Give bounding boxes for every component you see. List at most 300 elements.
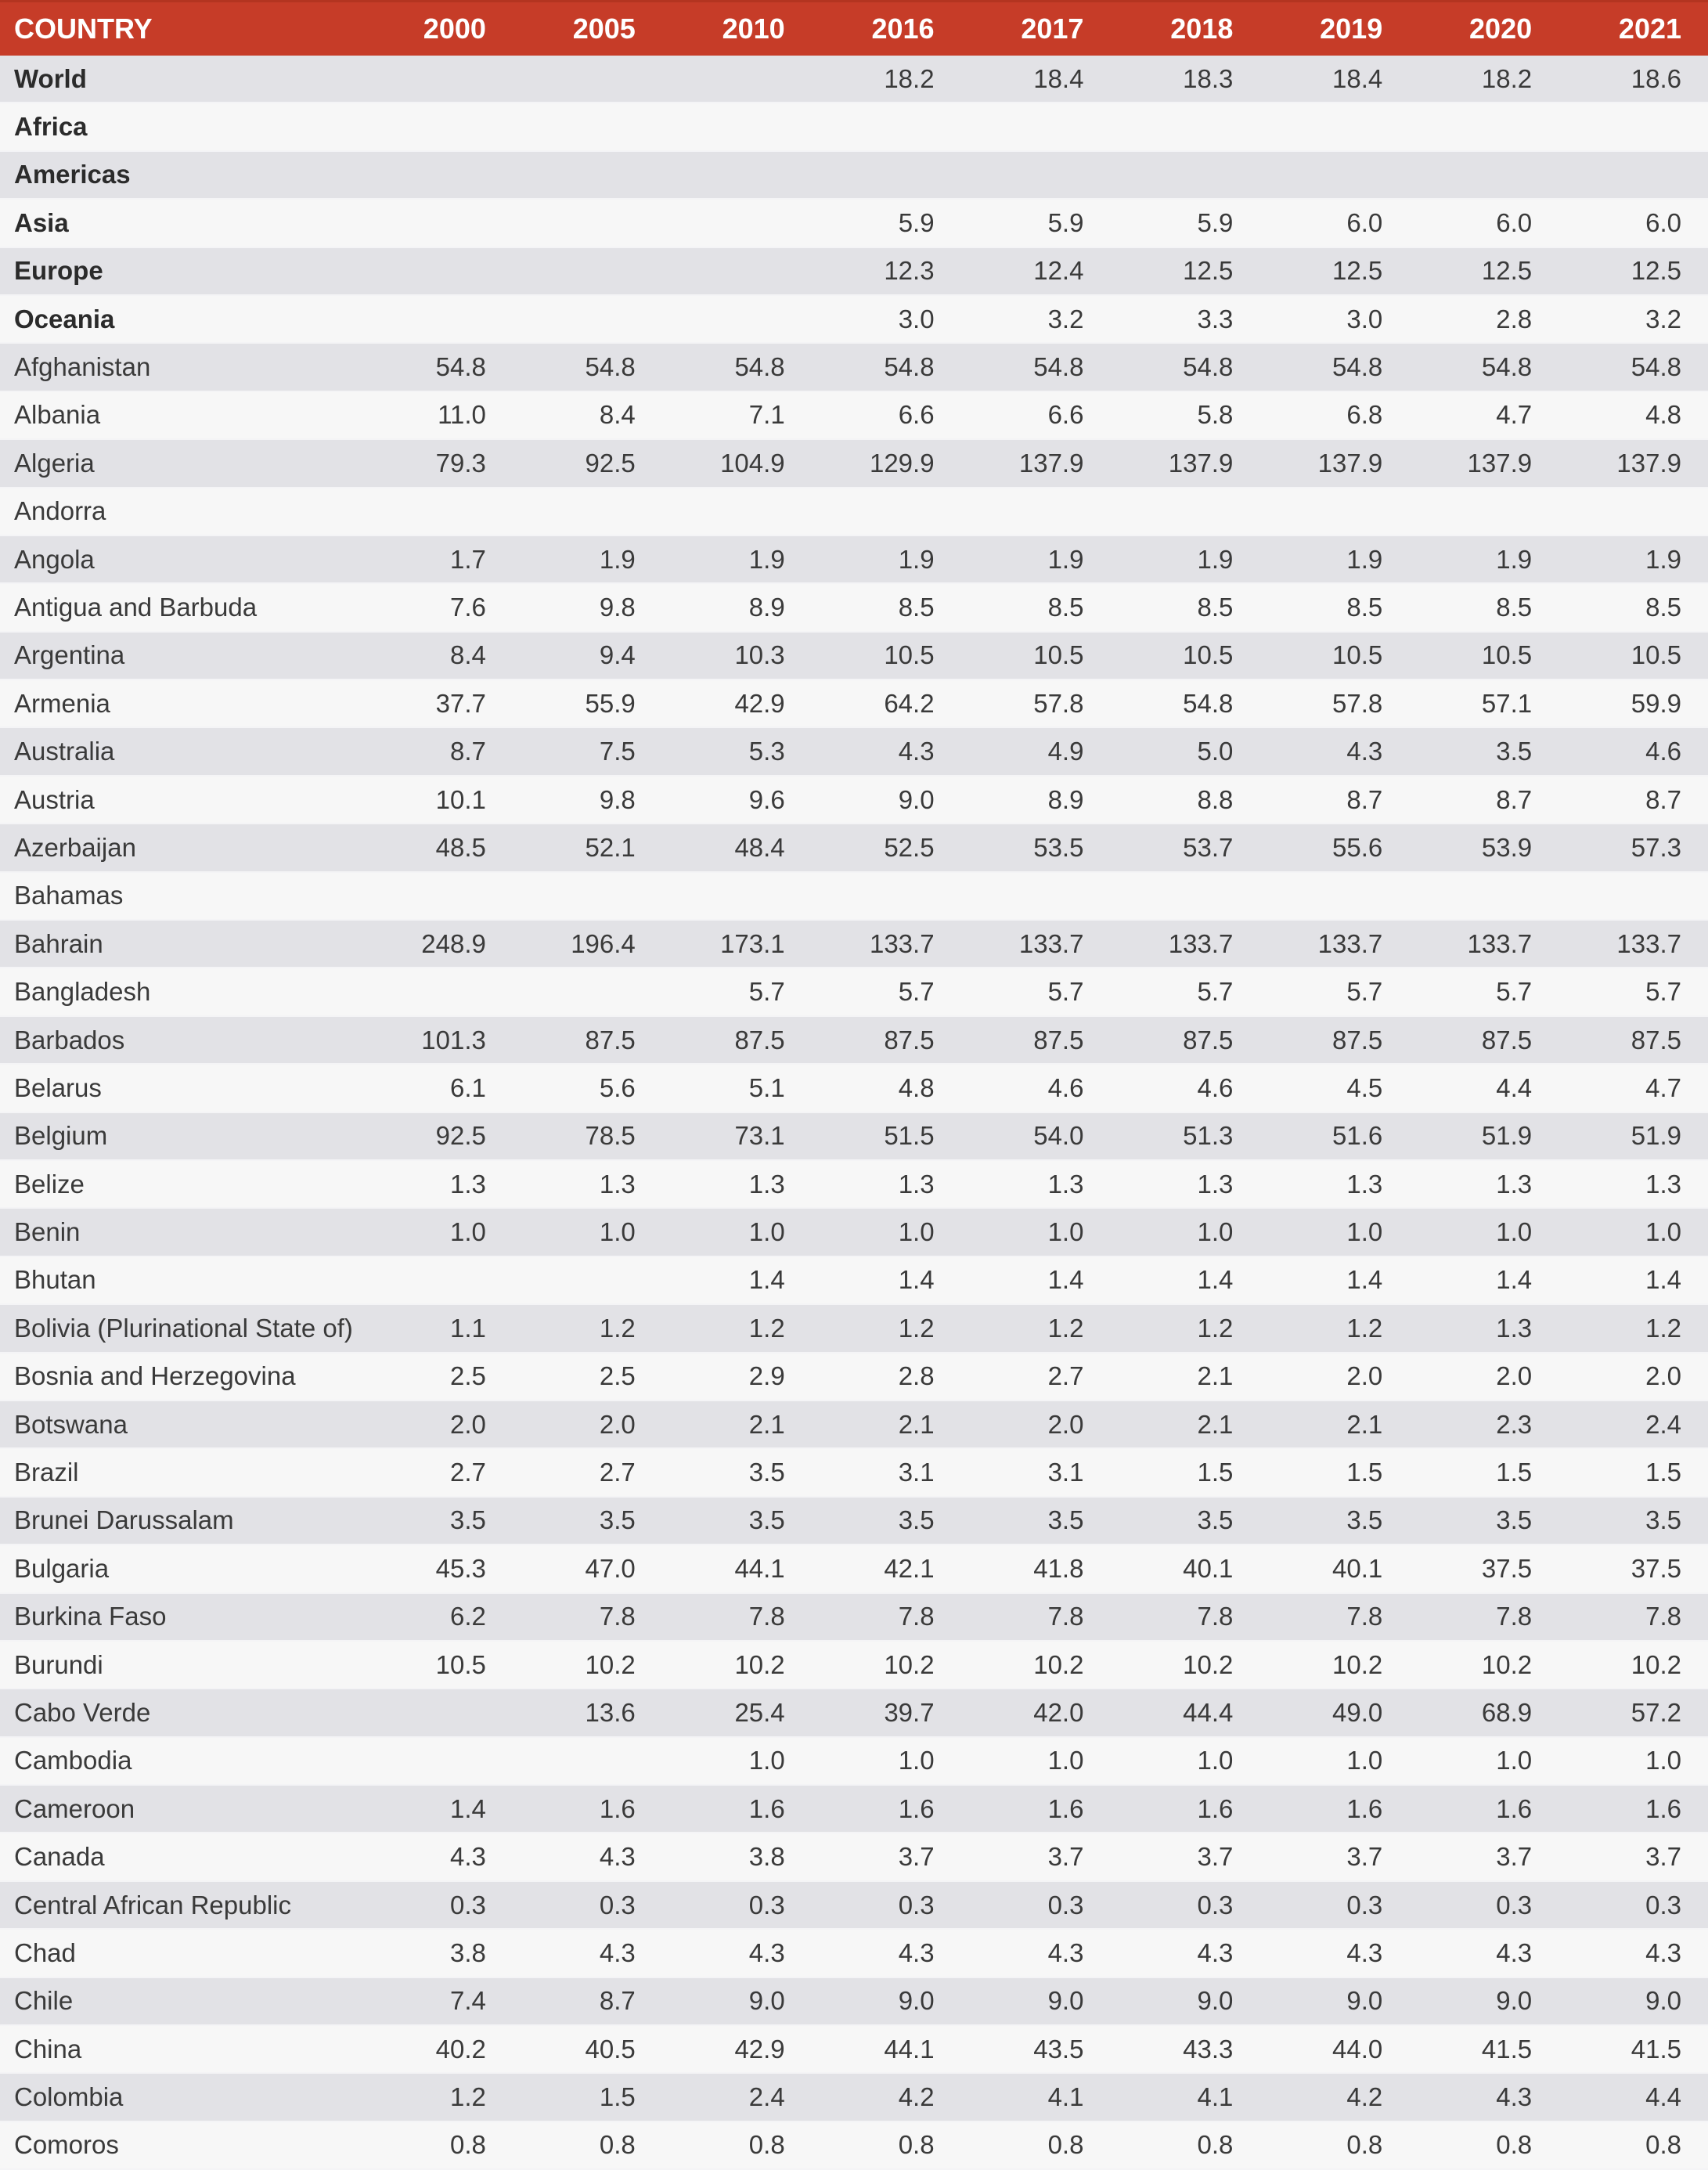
value-cell — [513, 872, 662, 920]
column-header-2021: 2021 — [1558, 2, 1708, 56]
value-cell: 2.0 — [1558, 1353, 1708, 1400]
value-cell: 3.5 — [363, 1497, 513, 1545]
value-cell: 40.5 — [513, 2025, 662, 2073]
value-cell — [1110, 103, 1259, 150]
value-cell — [363, 151, 513, 199]
country-name-cell: Benin — [0, 1208, 363, 1256]
value-cell: 7.6 — [363, 583, 513, 631]
value-cell: 87.5 — [513, 1016, 662, 1064]
value-cell: 0.3 — [662, 1881, 812, 1929]
value-cell: 2.1 — [1259, 1400, 1409, 1448]
value-cell: 12.5 — [1259, 247, 1409, 295]
value-cell: 9.4 — [513, 632, 662, 679]
value-cell: 4.8 — [812, 1064, 961, 1112]
value-cell: 7.8 — [662, 1593, 812, 1641]
table-row — [0, 1545, 1708, 1592]
value-cell: 8.9 — [961, 776, 1111, 824]
value-cell: 133.7 — [1110, 920, 1259, 968]
country-name-cell: China — [0, 2025, 363, 2073]
table-row — [0, 1256, 1708, 1304]
value-cell: 1.5 — [1558, 1448, 1708, 1496]
value-cell: 73.1 — [662, 1112, 812, 1160]
value-cell: 7.1 — [662, 391, 812, 439]
value-cell — [662, 56, 812, 103]
value-cell: 1.9 — [662, 535, 812, 583]
value-cell — [1110, 488, 1259, 535]
value-cell: 9.0 — [1110, 1977, 1259, 2025]
table-row — [0, 1689, 1708, 1736]
country-name-cell: Asia — [0, 199, 363, 247]
value-cell: 54.8 — [961, 343, 1111, 391]
value-cell: 8.7 — [1409, 776, 1558, 824]
value-cell: 8.4 — [363, 632, 513, 679]
value-cell: 4.3 — [1558, 1929, 1708, 1977]
value-cell: 39.7 — [812, 1689, 961, 1736]
value-cell — [662, 295, 812, 343]
value-cell: 54.8 — [1110, 679, 1259, 727]
value-cell: 10.5 — [1558, 632, 1708, 679]
value-cell: 54.8 — [1110, 343, 1259, 391]
table-row — [0, 1208, 1708, 1256]
value-cell: 4.6 — [961, 1064, 1111, 1112]
value-cell: 4.3 — [1409, 2073, 1558, 2121]
value-cell — [961, 872, 1111, 920]
value-cell: 3.5 — [1110, 1497, 1259, 1545]
value-cell: 1.6 — [961, 1785, 1111, 1833]
value-cell: 1.3 — [1110, 1160, 1259, 1208]
country-name-cell: Comoros — [0, 2121, 363, 2169]
value-cell: 9.0 — [812, 1977, 961, 2025]
value-cell — [363, 968, 513, 1015]
value-cell: 0.3 — [1409, 1881, 1558, 1929]
value-cell: 54.0 — [961, 1112, 1111, 1160]
value-cell: 6.0 — [1259, 199, 1409, 247]
country-name-cell: Antigua and Barbuda — [0, 583, 363, 631]
value-cell: 9.0 — [812, 776, 961, 824]
table-row — [0, 1737, 1708, 1785]
value-cell: 133.7 — [1409, 920, 1558, 968]
value-cell: 8.5 — [1110, 583, 1259, 631]
value-cell: 0.8 — [1409, 2121, 1558, 2169]
value-cell: 4.7 — [1409, 391, 1558, 439]
value-cell: 53.9 — [1409, 824, 1558, 871]
value-cell: 1.5 — [1259, 1448, 1409, 1496]
value-cell: 2.5 — [363, 1353, 513, 1400]
value-cell: 57.8 — [1259, 679, 1409, 727]
value-cell: 8.5 — [1409, 583, 1558, 631]
value-cell: 8.7 — [363, 727, 513, 775]
value-cell: 137.9 — [1558, 439, 1708, 487]
table-row — [0, 1593, 1708, 1641]
value-cell: 1.2 — [662, 1304, 812, 1352]
value-cell: 3.3 — [1110, 295, 1259, 343]
value-cell: 1.6 — [812, 1785, 961, 1833]
country-name-cell: Brunei Darussalam — [0, 1497, 363, 1545]
table-row — [0, 439, 1708, 487]
value-cell: 5.9 — [812, 199, 961, 247]
value-cell: 79.3 — [363, 439, 513, 487]
value-cell — [1259, 103, 1409, 150]
value-cell: 87.5 — [961, 1016, 1111, 1064]
value-cell: 2.7 — [961, 1353, 1111, 1400]
table-row — [0, 1448, 1708, 1496]
value-cell — [1110, 151, 1259, 199]
value-cell — [513, 199, 662, 247]
value-cell: 4.3 — [662, 1929, 812, 1977]
value-cell: 54.8 — [1259, 343, 1409, 391]
value-cell: 0.8 — [662, 2121, 812, 2169]
value-cell: 1.4 — [1259, 1256, 1409, 1304]
value-cell: 52.5 — [812, 824, 961, 871]
value-cell: 2.1 — [1110, 1400, 1259, 1448]
value-cell: 13.6 — [513, 1689, 662, 1736]
value-cell: 3.7 — [961, 1833, 1111, 1880]
value-cell: 137.9 — [1259, 439, 1409, 487]
value-cell: 53.5 — [961, 824, 1111, 871]
country-name-cell: Colombia — [0, 2073, 363, 2121]
value-cell: 1.9 — [1558, 535, 1708, 583]
table-row — [0, 1977, 1708, 2025]
country-name-cell: Bangladesh — [0, 968, 363, 1015]
value-cell: 18.2 — [812, 56, 961, 103]
table-row — [0, 2121, 1708, 2169]
value-cell: 4.4 — [1409, 1064, 1558, 1112]
value-cell: 5.7 — [812, 968, 961, 1015]
table-row — [0, 343, 1708, 391]
value-cell: 44.4 — [1110, 1689, 1259, 1736]
value-cell: 7.8 — [1558, 1593, 1708, 1641]
value-cell — [513, 295, 662, 343]
value-cell: 1.6 — [662, 1785, 812, 1833]
value-cell: 87.5 — [1409, 1016, 1558, 1064]
value-cell: 51.5 — [812, 1112, 961, 1160]
column-header-country: COUNTRY — [0, 2, 363, 56]
value-cell: 0.8 — [1259, 2121, 1409, 2169]
table-row — [0, 391, 1708, 439]
value-cell: 7.8 — [1110, 1593, 1259, 1641]
value-cell — [812, 872, 961, 920]
value-cell: 2.5 — [513, 1353, 662, 1400]
value-cell: 57.1 — [1409, 679, 1558, 727]
value-cell: 3.5 — [1409, 727, 1558, 775]
value-cell — [513, 488, 662, 535]
value-cell: 1.0 — [812, 1208, 961, 1256]
value-cell: 41.5 — [1558, 2025, 1708, 2073]
column-header-2019: 2019 — [1259, 2, 1409, 56]
value-cell — [662, 151, 812, 199]
value-cell: 1.3 — [1409, 1304, 1558, 1352]
value-cell: 9.0 — [961, 1977, 1111, 2025]
value-cell: 8.5 — [812, 583, 961, 631]
value-cell: 137.9 — [1110, 439, 1259, 487]
value-cell: 54.8 — [1409, 343, 1558, 391]
value-cell: 101.3 — [363, 1016, 513, 1064]
value-cell: 8.5 — [1558, 583, 1708, 631]
value-cell: 0.8 — [812, 2121, 961, 2169]
country-name-cell: Chile — [0, 1977, 363, 2025]
country-name-cell: World — [0, 56, 363, 103]
value-cell: 1.9 — [1259, 535, 1409, 583]
value-cell: 18.6 — [1558, 56, 1708, 103]
value-cell — [513, 1256, 662, 1304]
table-row — [0, 679, 1708, 727]
value-cell: 6.0 — [1409, 199, 1558, 247]
value-cell — [363, 295, 513, 343]
value-cell: 10.5 — [961, 632, 1111, 679]
value-cell: 196.4 — [513, 920, 662, 968]
value-cell: 10.2 — [1259, 1641, 1409, 1689]
value-cell: 1.3 — [812, 1160, 961, 1208]
value-cell: 1.2 — [1558, 1304, 1708, 1352]
value-cell: 1.4 — [1110, 1256, 1259, 1304]
table-row — [0, 2073, 1708, 2121]
value-cell: 3.5 — [1409, 1497, 1558, 1545]
header-row — [0, 2, 1708, 56]
value-cell: 9.0 — [1558, 1977, 1708, 2025]
table-row-region — [0, 295, 1708, 343]
value-cell — [1409, 151, 1558, 199]
value-cell — [662, 199, 812, 247]
table-row-region — [0, 56, 1708, 103]
value-cell: 92.5 — [363, 1112, 513, 1160]
value-cell — [1558, 151, 1708, 199]
value-cell: 54.8 — [363, 343, 513, 391]
value-cell: 87.5 — [1110, 1016, 1259, 1064]
value-cell: 173.1 — [662, 920, 812, 968]
value-cell: 10.2 — [513, 1641, 662, 1689]
value-cell — [662, 247, 812, 295]
value-cell: 0.8 — [513, 2121, 662, 2169]
value-cell: 4.9 — [961, 727, 1111, 775]
value-cell: 7.8 — [1409, 1593, 1558, 1641]
column-header-2020: 2020 — [1409, 2, 1558, 56]
value-cell — [961, 151, 1111, 199]
value-cell: 3.2 — [1558, 295, 1708, 343]
country-name-cell: Burundi — [0, 1641, 363, 1689]
value-cell: 10.2 — [1409, 1641, 1558, 1689]
value-cell: 1.9 — [513, 535, 662, 583]
table-row — [0, 920, 1708, 968]
value-cell: 3.0 — [812, 295, 961, 343]
value-cell: 133.7 — [1259, 920, 1409, 968]
value-cell: 0.8 — [1558, 2121, 1708, 2169]
value-cell: 54.8 — [662, 343, 812, 391]
value-cell: 5.7 — [1409, 968, 1558, 1015]
value-cell: 2.4 — [662, 2073, 812, 2121]
value-cell: 9.8 — [513, 776, 662, 824]
value-cell: 4.3 — [1110, 1929, 1259, 1977]
value-cell: 10.1 — [363, 776, 513, 824]
table-row — [0, 535, 1708, 583]
value-cell: 10.5 — [1409, 632, 1558, 679]
value-cell: 0.3 — [513, 1881, 662, 1929]
table-row — [0, 727, 1708, 775]
value-cell: 9.0 — [662, 1977, 812, 2025]
value-cell: 4.3 — [1259, 1929, 1409, 1977]
value-cell: 5.7 — [1110, 968, 1259, 1015]
value-cell: 4.3 — [961, 1929, 1111, 1977]
value-cell — [1259, 488, 1409, 535]
value-cell: 2.0 — [1409, 1353, 1558, 1400]
country-name-cell: Angola — [0, 535, 363, 583]
country-name-cell: Armenia — [0, 679, 363, 727]
value-cell: 6.0 — [1558, 199, 1708, 247]
value-cell: 9.0 — [1259, 1977, 1409, 2025]
value-cell: 92.5 — [513, 439, 662, 487]
value-cell: 4.6 — [1558, 727, 1708, 775]
value-cell: 78.5 — [513, 1112, 662, 1160]
value-cell: 3.7 — [1409, 1833, 1558, 1880]
country-name-cell: Oceania — [0, 295, 363, 343]
value-cell: 3.8 — [662, 1833, 812, 1880]
value-cell: 18.3 — [1110, 56, 1259, 103]
country-name-cell: Central African Republic — [0, 1881, 363, 1929]
value-cell — [662, 488, 812, 535]
table-row — [0, 583, 1708, 631]
value-cell: 7.8 — [961, 1593, 1111, 1641]
value-cell: 8.7 — [513, 1977, 662, 2025]
country-name-cell: Africa — [0, 103, 363, 150]
value-cell: 7.4 — [363, 1977, 513, 2025]
value-cell: 3.5 — [812, 1497, 961, 1545]
country-name-cell: Algeria — [0, 439, 363, 487]
value-cell — [513, 56, 662, 103]
country-name-cell: Bahrain — [0, 920, 363, 968]
value-cell: 9.6 — [662, 776, 812, 824]
value-cell: 53.7 — [1110, 824, 1259, 871]
value-cell — [812, 103, 961, 150]
value-cell: 1.0 — [662, 1737, 812, 1785]
value-cell: 2.1 — [1110, 1353, 1259, 1400]
value-cell: 3.5 — [1558, 1497, 1708, 1545]
value-cell: 1.2 — [1110, 1304, 1259, 1352]
value-cell — [513, 247, 662, 295]
value-cell — [1259, 151, 1409, 199]
value-cell — [1110, 872, 1259, 920]
value-cell: 6.2 — [363, 1593, 513, 1641]
value-cell: 11.0 — [363, 391, 513, 439]
value-cell: 2.0 — [363, 1400, 513, 1448]
value-cell: 3.2 — [961, 295, 1111, 343]
value-cell: 3.1 — [961, 1448, 1111, 1496]
value-cell: 3.5 — [961, 1497, 1111, 1545]
country-name-cell: Belgium — [0, 1112, 363, 1160]
value-cell — [363, 488, 513, 535]
column-header-2016: 2016 — [812, 2, 961, 56]
value-cell — [513, 103, 662, 150]
value-cell: 2.8 — [812, 1353, 961, 1400]
value-cell: 1.1 — [363, 1304, 513, 1352]
value-cell: 10.5 — [1259, 632, 1409, 679]
value-cell: 1.0 — [1110, 1737, 1259, 1785]
table-header — [0, 2, 1708, 56]
country-name-cell: Botswana — [0, 1400, 363, 1448]
value-cell: 2.7 — [363, 1448, 513, 1496]
value-cell: 3.5 — [662, 1497, 812, 1545]
value-cell: 3.5 — [662, 1448, 812, 1496]
value-cell — [1558, 103, 1708, 150]
country-name-cell: Bahamas — [0, 872, 363, 920]
table-row — [0, 872, 1708, 920]
value-cell: 51.9 — [1409, 1112, 1558, 1160]
value-cell: 1.0 — [812, 1737, 961, 1785]
value-cell: 2.4 — [1558, 1400, 1708, 1448]
value-cell: 12.5 — [1110, 247, 1259, 295]
value-cell: 8.5 — [961, 583, 1111, 631]
column-header-2010: 2010 — [662, 2, 812, 56]
value-cell: 87.5 — [812, 1016, 961, 1064]
value-cell: 12.3 — [812, 247, 961, 295]
value-cell: 4.3 — [513, 1833, 662, 1880]
value-cell: 3.7 — [1259, 1833, 1409, 1880]
value-cell: 12.5 — [1409, 247, 1558, 295]
value-cell: 1.4 — [1558, 1256, 1708, 1304]
value-cell: 1.0 — [961, 1208, 1111, 1256]
country-name-cell: Bhutan — [0, 1256, 363, 1304]
value-cell: 4.3 — [812, 727, 961, 775]
value-cell: 54.8 — [1558, 343, 1708, 391]
value-cell: 7.8 — [812, 1593, 961, 1641]
value-cell: 0.3 — [363, 1881, 513, 1929]
country-name-cell: Belize — [0, 1160, 363, 1208]
value-cell: 2.7 — [513, 1448, 662, 1496]
value-cell — [363, 199, 513, 247]
country-name-cell: Andorra — [0, 488, 363, 535]
value-cell: 41.5 — [1409, 2025, 1558, 2073]
value-cell: 1.3 — [961, 1160, 1111, 1208]
table-row — [0, 1064, 1708, 1112]
value-cell: 2.3 — [1409, 1400, 1558, 1448]
value-cell: 1.6 — [1558, 1785, 1708, 1833]
value-cell: 1.0 — [1409, 1208, 1558, 1256]
value-cell: 48.5 — [363, 824, 513, 871]
value-cell: 10.5 — [363, 1641, 513, 1689]
value-cell — [662, 872, 812, 920]
value-cell: 47.0 — [513, 1545, 662, 1592]
value-cell: 4.1 — [961, 2073, 1111, 2121]
value-cell: 44.0 — [1259, 2025, 1409, 2073]
value-cell: 5.7 — [1259, 968, 1409, 1015]
value-cell — [363, 56, 513, 103]
value-cell: 3.7 — [1558, 1833, 1708, 1880]
value-cell: 4.2 — [1259, 2073, 1409, 2121]
value-cell — [363, 1256, 513, 1304]
table-body — [0, 56, 1708, 2169]
value-cell: 57.8 — [961, 679, 1111, 727]
value-cell: 0.8 — [961, 2121, 1111, 2169]
value-cell: 2.0 — [1259, 1353, 1409, 1400]
value-cell: 57.3 — [1558, 824, 1708, 871]
column-header-2017: 2017 — [961, 2, 1111, 56]
value-cell: 1.0 — [662, 1208, 812, 1256]
country-name-cell: Albania — [0, 391, 363, 439]
value-cell: 1.0 — [1558, 1208, 1708, 1256]
value-cell: 3.5 — [513, 1497, 662, 1545]
value-cell: 0.3 — [812, 1881, 961, 1929]
value-cell: 5.9 — [961, 199, 1111, 247]
value-cell: 1.6 — [1259, 1785, 1409, 1833]
value-cell: 4.4 — [1558, 2073, 1708, 2121]
value-cell: 1.2 — [812, 1304, 961, 1352]
value-cell: 5.6 — [513, 1064, 662, 1112]
value-cell: 1.5 — [513, 2073, 662, 2121]
value-cell: 54.8 — [812, 343, 961, 391]
value-cell: 1.6 — [513, 1785, 662, 1833]
value-cell: 2.1 — [812, 1400, 961, 1448]
value-cell: 18.2 — [1409, 56, 1558, 103]
value-cell: 2.0 — [961, 1400, 1111, 1448]
value-cell: 4.7 — [1558, 1064, 1708, 1112]
